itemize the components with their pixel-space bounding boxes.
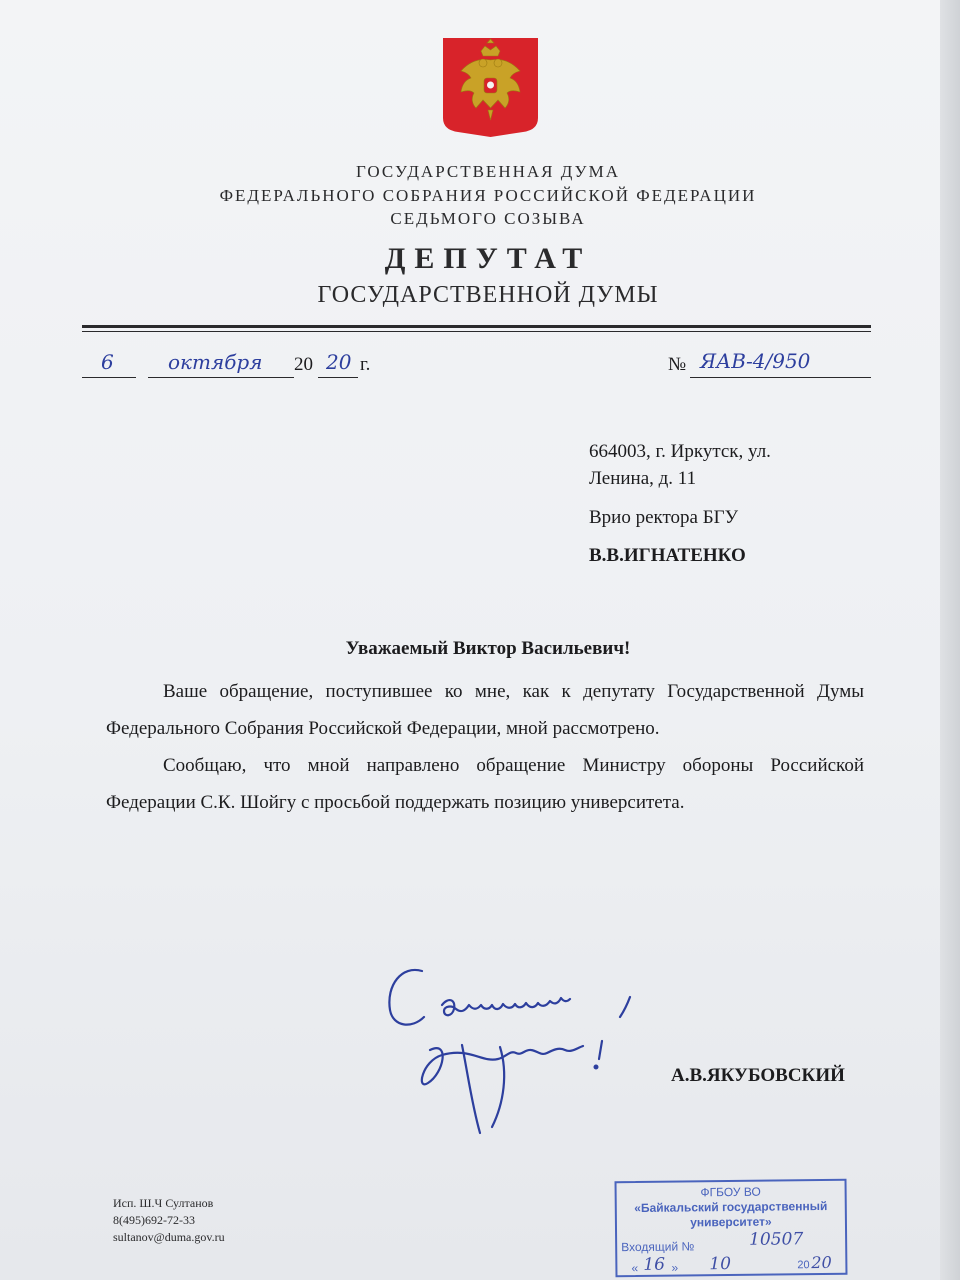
header-subtitle: ГОСУДАРСТВЕННОЙ ДУМЫ <box>317 282 659 308</box>
date-month: октября <box>168 350 263 374</box>
date-year-underline <box>318 377 358 378</box>
salutation: Уважаемый Виктор Васильевич! <box>345 638 631 659</box>
stamp-date-year-prefix: 20 <box>797 1259 810 1272</box>
stamp-date-month: 10 <box>709 1254 732 1275</box>
date-day-underline <box>82 377 136 378</box>
recipient-name: В.В.ИГНАТЕНКО <box>589 545 746 566</box>
document-number: ЯАВ-4/950 <box>700 349 811 373</box>
date-year-prefix: 20 <box>294 354 313 375</box>
executor-contact <box>113 1195 225 1246</box>
date-year-unit: г. <box>360 354 371 375</box>
header-title: ДЕПУТАТ <box>384 242 592 275</box>
date-day: 6 <box>101 350 114 374</box>
executor-phone: 8(495)692-72-33 <box>113 1213 195 1227</box>
stamp-date-day: 16 <box>643 1254 666 1275</box>
recipient-address-line2: Ленина, д. 11 <box>589 468 697 489</box>
stamp-org-line2: «Байкальский государственный <box>634 1198 828 1216</box>
coat-of-arms-icon <box>443 38 538 137</box>
recipient-address-line1: 664003, г. Иркутск, ул. <box>589 441 771 462</box>
date-month-underline <box>148 377 294 378</box>
number-sign: № <box>668 354 687 375</box>
stamp-date-year-suffix: 20 <box>811 1252 832 1273</box>
body-paragraph-1: Ваше обращение, поступившее ко мне, как к депутату Государственной Думы Федерального Собрания Российской Федерации, мной рассмотрено. <box>106 681 864 739</box>
stamp-incoming-number: 10507 <box>749 1229 804 1250</box>
stamp-org-line1: ФГБОУ ВО <box>700 1184 761 1200</box>
recipient-position: Врио ректора БГУ <box>589 507 739 528</box>
header-line-2: ФЕДЕРАЛЬНОГО СОБРАНИЯ РОССИЙСКОЙ ФЕДЕРАЦИИ <box>219 186 757 205</box>
header-line-3: СЕДЬМОГО СОЗЫВА <box>390 209 586 228</box>
signer-name: А.В.ЯКУБОВСКИЙ <box>671 1065 845 1086</box>
number-underline <box>690 377 871 378</box>
incoming-registration-stamp: ФГБОУ ВО «Байкальский государственный университет» Входящий № 10507 « 16 » 10 20 20 <box>615 1179 848 1277</box>
handwritten-signature-icon <box>380 955 640 1145</box>
date-year-suffix: 20 <box>326 350 352 374</box>
body-paragraph-2: Сообщаю, что мной направлено обращение Министру обороны Российской Федерации С.К. Шойгу с просьбой поддержать позицию университета. <box>106 755 864 813</box>
header-line-1: ГОСУДАРСТВЕННАЯ ДУМА <box>356 162 620 181</box>
header-rule-thin <box>82 331 871 332</box>
stamp-org-line3: университет» <box>690 1214 772 1230</box>
stamp-incoming-label: Входящий № <box>621 1239 695 1255</box>
header-rule-thick <box>82 325 871 328</box>
executor-email: sultanov@duma.gov.ru <box>113 1230 225 1244</box>
executor-name: Исп. Ш.Ч Султанов <box>113 1196 214 1210</box>
